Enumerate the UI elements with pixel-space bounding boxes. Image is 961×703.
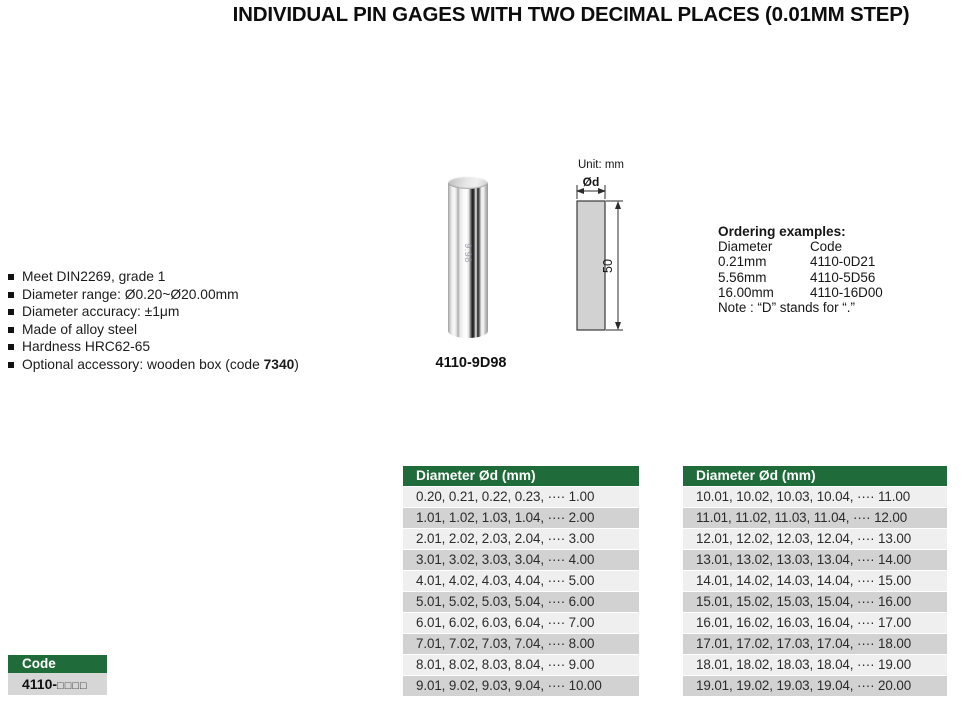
feature-list (8, 269, 398, 375)
table-row: 2.01, 2.02, 2.03, 2.04, ···· 3.00 (403, 529, 639, 549)
feature-text: Meet DIN2269, grade 1 (22, 269, 166, 284)
table-row: 8.01, 8.02, 8.03, 8.04, ···· 9.00 (403, 655, 639, 675)
table-row: 17.01, 17.02, 17.03, 17.04, ···· 18.00 (683, 634, 947, 654)
table-row: 1.01, 1.02, 1.03, 1.04, ···· 2.00 (403, 508, 639, 528)
ordering-diameter: 0.21mm (718, 254, 767, 270)
feature-item (8, 339, 398, 357)
bullet-square-icon (8, 362, 14, 368)
pin-gage-photo (448, 176, 488, 340)
ordering-table (718, 239, 918, 300)
table-row: 10.01, 10.02, 10.03, 10.04, ···· 11.00 (683, 487, 947, 507)
feature-text: Hardness HRC62-65 (22, 339, 151, 355)
table-row: 3.01, 3.02, 3.03, 3.04, ···· 4.00 (403, 550, 639, 570)
table-row: 12.01, 12.02, 12.03, 12.04, ···· 13.00 (683, 529, 947, 549)
code-placeholder-boxes: □□□□ (57, 680, 88, 692)
table-row: 4.01, 4.02, 4.03, 4.04, ···· 5.00 (403, 571, 639, 591)
table-row: 5.01, 5.02, 5.03, 5.04, ···· 6.00 (403, 592, 639, 612)
table-row: 0.20, 0.21, 0.22, 0.23, ···· 1.00 (403, 487, 639, 507)
bullet-square-icon (8, 309, 14, 315)
feature-text: Optional accessory: wooden box (code 7340) (22, 356, 299, 372)
technical-drawing (556, 155, 648, 341)
feature-bold-code: 7340 (263, 356, 295, 372)
feature-item (8, 304, 398, 322)
diameter-table-2 (683, 466, 947, 697)
feature-item (8, 269, 398, 287)
table-row: 15.01, 15.02, 15.03, 15.04, ···· 16.00 (683, 592, 947, 612)
table-row: 16.01, 16.02, 16.03, 16.04, ···· 17.00 (683, 613, 947, 633)
feature-item (8, 287, 398, 305)
table-row: 7.01, 7.02, 7.03, 7.04, ···· 8.00 (403, 634, 639, 654)
code-pattern: 4110-□□□□ (8, 673, 107, 695)
page-title: INDIVIDUAL PIN GAGES WITH TWO DECIMAL PLACES (0.01MM STEP) (232, 3, 910, 26)
feature-item (8, 357, 398, 375)
unit-label: Unit: mm (578, 159, 624, 171)
table-row: 19.01, 19.02, 19.03, 19.04, ···· 20.00 (683, 676, 947, 696)
ordering-note: Note : “D” stands for “.” (718, 300, 855, 316)
ordering-code: 4110-16D00 (810, 284, 883, 300)
table-row: 6.01, 6.02, 6.03, 6.04, ···· 7.00 (403, 613, 639, 633)
ordering-code: 4110-0D21 (810, 254, 876, 270)
table-header: Diameter Ød (mm) (683, 466, 947, 486)
bullet-square-icon (8, 274, 14, 280)
bullet-square-icon (8, 344, 14, 350)
pin-gage-top-face (448, 176, 488, 189)
ordering-col-diameter: Diameter (718, 239, 773, 255)
table-row: 14.01, 14.02, 14.03, 14.04, ···· 15.00 (683, 571, 947, 591)
ordering-examples (718, 224, 918, 315)
feature-item (8, 322, 398, 340)
table-row: 13.01, 13.02, 13.03, 13.04, ···· 14.00 (683, 550, 947, 570)
table-row: 18.01, 18.02, 18.03, 18.04, ···· 19.00 (683, 655, 947, 675)
order-code-block (8, 655, 107, 695)
feature-text: Diameter range: Ø0.20~Ø20.00mm (22, 286, 239, 302)
ordering-diameter: 5.56mm (718, 269, 767, 285)
feature-text: Made of alloy steel (22, 321, 138, 337)
code-header: Code (8, 655, 107, 673)
table-row: 11.01, 11.02, 11.03, 11.04, ···· 12.00 (683, 508, 947, 528)
ordering-col-code: Code (810, 239, 843, 255)
ordering-title: Ordering examples: (718, 224, 846, 239)
bullet-square-icon (8, 327, 14, 333)
length-dim-label: 50 (601, 259, 615, 273)
model-number-label: 4110-9D98 (435, 355, 507, 371)
table-row: 9.01, 9.02, 9.03, 9.04, ···· 10.00 (403, 676, 639, 696)
diameter-dim-label: Ød (582, 175, 600, 189)
diameter-table-1 (403, 466, 639, 697)
feature-text: Diameter accuracy: ±1μm (22, 304, 180, 320)
pin-gage-marking: 9.98 (463, 243, 473, 263)
ordering-diameter: 16.00mm (718, 284, 774, 300)
ordering-code: 4110-5D56 (810, 269, 876, 285)
bullet-square-icon (8, 292, 14, 298)
table-header: Diameter Ød (mm) (403, 466, 639, 486)
